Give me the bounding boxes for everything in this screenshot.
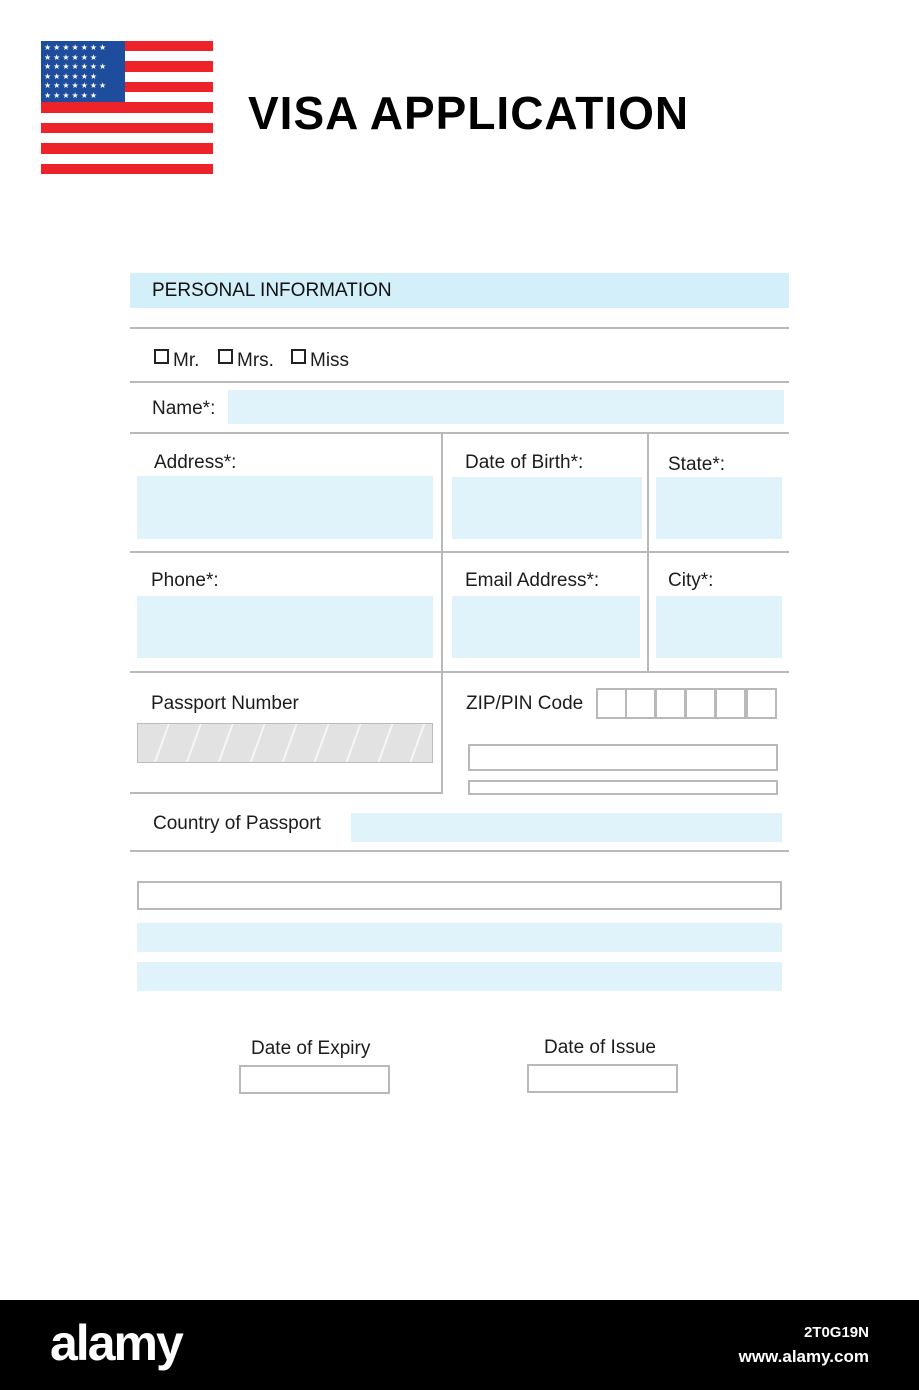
divider [130, 850, 789, 852]
passport-number-label: Passport Number [151, 693, 299, 714]
zip-digit-input[interactable] [715, 688, 746, 719]
blank-input[interactable] [137, 923, 782, 952]
flag-canton [41, 41, 125, 102]
city-input[interactable] [656, 596, 782, 658]
section-title: PERSONAL INFORMATION [152, 280, 392, 301]
checkbox-mr[interactable] [154, 349, 169, 364]
phone-input[interactable] [137, 596, 433, 658]
zip-digit-input[interactable] [685, 688, 716, 719]
zip-extra-input[interactable] [468, 744, 778, 771]
phone-label: Phone*: [151, 570, 219, 591]
divider [130, 792, 443, 794]
address-label: Address*: [154, 452, 237, 473]
footer-logo: alamy [50, 1315, 182, 1371]
divider [441, 432, 443, 794]
blank-input[interactable] [137, 881, 782, 910]
divider [130, 327, 789, 329]
checkbox-mr-label: Mr. [173, 350, 200, 371]
divider [130, 551, 789, 553]
footer-image-id: 2T0G19N [803, 1324, 869, 1341]
footer-url: www.alamy.com [738, 1347, 869, 1366]
date-of-expiry-label: Date of Expiry [251, 1038, 371, 1059]
city-label: City*: [668, 570, 714, 591]
zip-pin-label: ZIP/PIN Code [466, 693, 584, 714]
blank-input[interactable] [137, 962, 782, 991]
state-label: State*: [668, 454, 726, 475]
email-input[interactable] [452, 596, 640, 658]
address-input[interactable] [137, 476, 433, 539]
us-flag-icon [41, 41, 213, 174]
passport-number-input[interactable] [137, 723, 433, 763]
date-of-issue-label: Date of Issue [544, 1037, 656, 1058]
zip-digit-input[interactable] [625, 688, 656, 719]
divider [130, 671, 789, 673]
date-of-birth-label: Date of Birth*: [465, 452, 584, 473]
divider [130, 381, 789, 383]
zip-digit-input[interactable] [655, 688, 686, 719]
date-of-birth-input[interactable] [452, 477, 642, 539]
page-title: VISA APPLICATION [248, 87, 690, 139]
date-of-issue-input[interactable] [527, 1064, 678, 1093]
checkbox-miss[interactable] [291, 349, 306, 364]
name-label: Name*: [152, 398, 216, 419]
zip-digit-input[interactable] [746, 688, 777, 719]
email-label: Email Address*: [465, 570, 600, 591]
checkbox-mrs-label: Mrs. [237, 350, 274, 371]
section-header [130, 273, 789, 308]
footer-bar [0, 1300, 919, 1390]
divider [647, 432, 649, 673]
zip-extra-input[interactable] [468, 780, 778, 795]
country-of-passport-label: Country of Passport [153, 813, 321, 834]
date-of-expiry-input[interactable] [239, 1065, 390, 1094]
flag-stars-icon: ★★★★★★★ ★★★★★★ ★★★★★★★ ★★★★★★ ★★★★★★★ ★★★★★★ [44, 43, 109, 100]
zip-digit-input[interactable] [596, 688, 627, 719]
state-input[interactable] [656, 477, 782, 539]
checkbox-mrs[interactable] [218, 349, 233, 364]
divider [130, 432, 789, 434]
checkbox-miss-label: Miss [310, 350, 350, 371]
name-input[interactable] [228, 390, 784, 424]
country-of-passport-input[interactable] [351, 813, 782, 842]
